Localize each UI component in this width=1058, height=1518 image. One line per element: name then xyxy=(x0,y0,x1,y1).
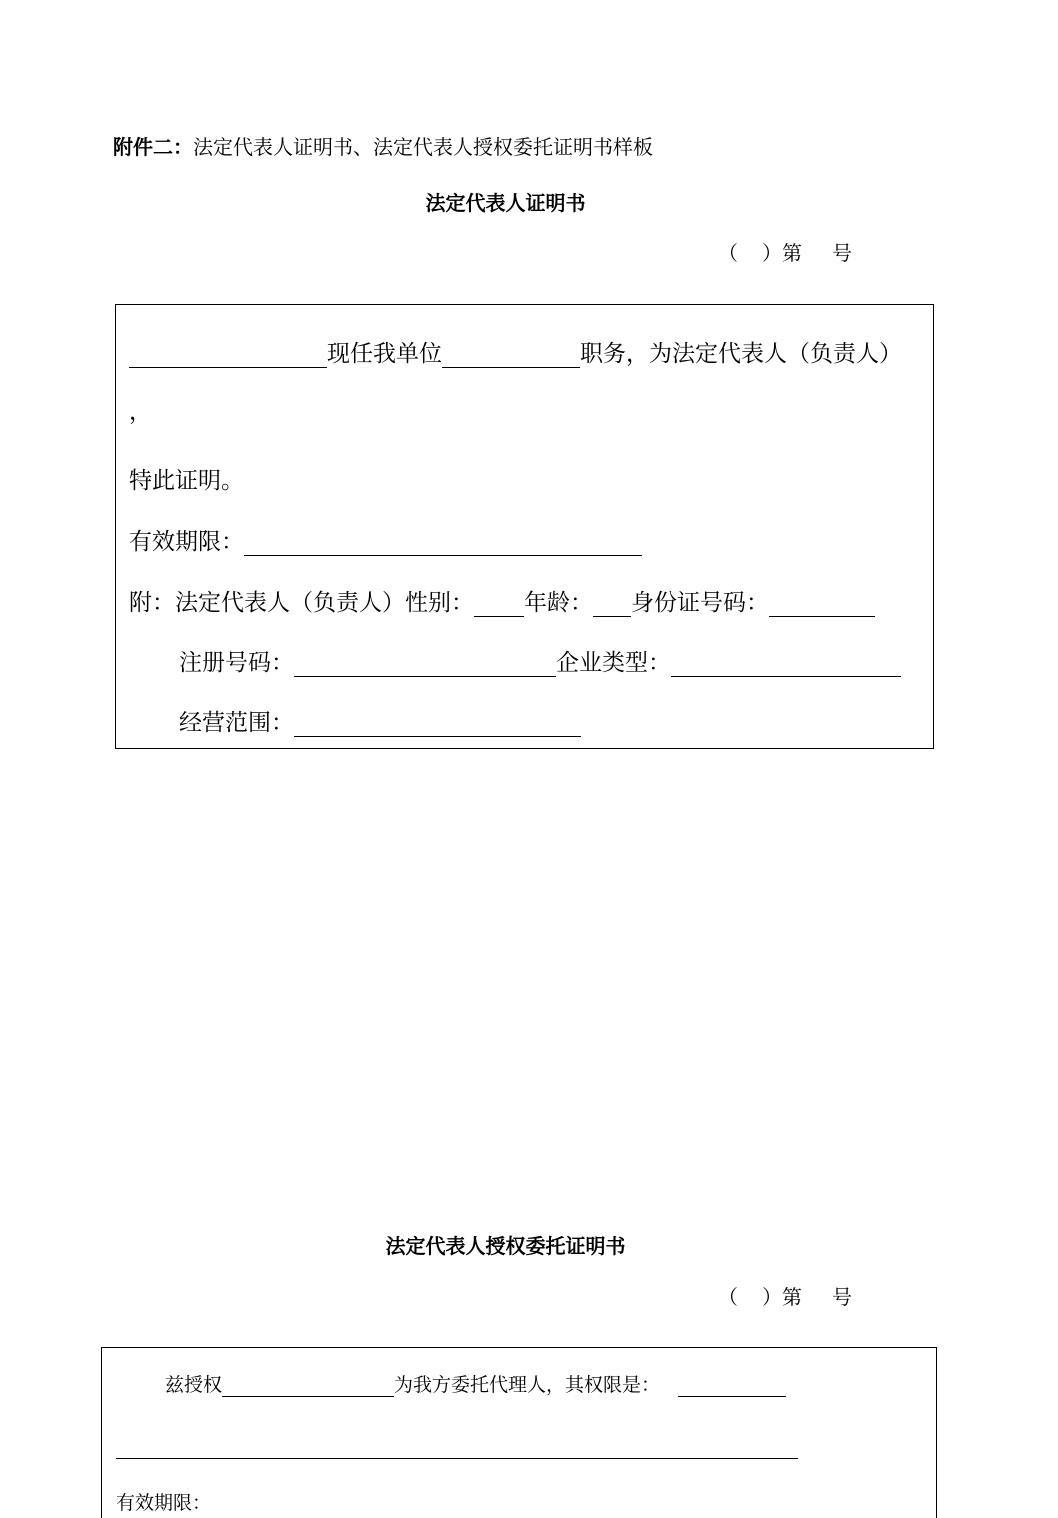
auth-box xyxy=(101,1347,937,1518)
auth-line1-b: 为我方委托代理人，其权限是： xyxy=(394,1374,661,1396)
attachment-heading xyxy=(113,131,653,160)
cert-validity-label: 有效期限： xyxy=(129,529,244,555)
cert-line-1 xyxy=(129,335,902,368)
cert-line1-a: 现任我单位 xyxy=(327,341,442,367)
reg-label: 注册号码： xyxy=(179,650,294,676)
auth-line1-a: 兹授权 xyxy=(165,1374,223,1396)
cert-scope-row xyxy=(179,704,581,737)
attach-label: 附：法定代表人（负责人）性别： xyxy=(129,590,474,616)
cert-title: 法定代表人证明书 xyxy=(425,191,586,215)
agent-blank[interactable] xyxy=(222,1376,394,1397)
authority-blank-2[interactable] xyxy=(116,1458,798,1459)
cert-number-close: ）第 xyxy=(762,241,802,265)
gender-blank[interactable] xyxy=(474,592,524,617)
position-blank[interactable] xyxy=(442,343,580,368)
cert-line1-b: 职务，为法定代表人（负责人） xyxy=(580,341,902,367)
cert-line-2: 特此证明。 xyxy=(129,468,244,494)
id-blank[interactable] xyxy=(769,592,875,617)
attachment-prefix: 附件二： xyxy=(113,135,193,159)
type-blank[interactable] xyxy=(671,652,901,677)
auth-number-open: （ xyxy=(718,1285,738,1309)
reg-blank[interactable] xyxy=(294,652,556,677)
scope-blank[interactable] xyxy=(294,712,581,737)
auth-line-1 xyxy=(165,1370,786,1397)
cert-number-open: （ xyxy=(718,241,738,265)
cert-validity-blank[interactable] xyxy=(244,531,642,556)
auth-number xyxy=(718,1281,852,1310)
auth-title: 法定代表人授权委托证明书 xyxy=(385,1234,626,1258)
attachment-text: 法定代表人证明书、法定代表人授权委托证明书样板 xyxy=(193,135,653,159)
cert-validity-row xyxy=(129,523,642,556)
cert-reg-row xyxy=(179,644,901,677)
auth-number-suffix: 号 xyxy=(832,1285,852,1309)
type-label: 企业类型： xyxy=(556,650,671,676)
auth-number-close: ）第 xyxy=(762,1285,802,1309)
cert-number xyxy=(718,237,852,266)
cert-box xyxy=(115,304,934,749)
authority-blank[interactable] xyxy=(678,1376,786,1397)
id-label: 身份证号码： xyxy=(631,590,769,616)
cert-line1-comma: ， xyxy=(129,399,152,425)
scope-label: 经营范围： xyxy=(179,710,294,736)
name-blank[interactable] xyxy=(129,343,327,368)
cert-number-suffix: 号 xyxy=(832,241,852,265)
age-blank[interactable] xyxy=(593,592,631,617)
cert-attach-row xyxy=(129,584,875,617)
age-label: 年龄： xyxy=(524,590,593,616)
auth-validity-label: 有效期限： xyxy=(116,1492,212,1514)
